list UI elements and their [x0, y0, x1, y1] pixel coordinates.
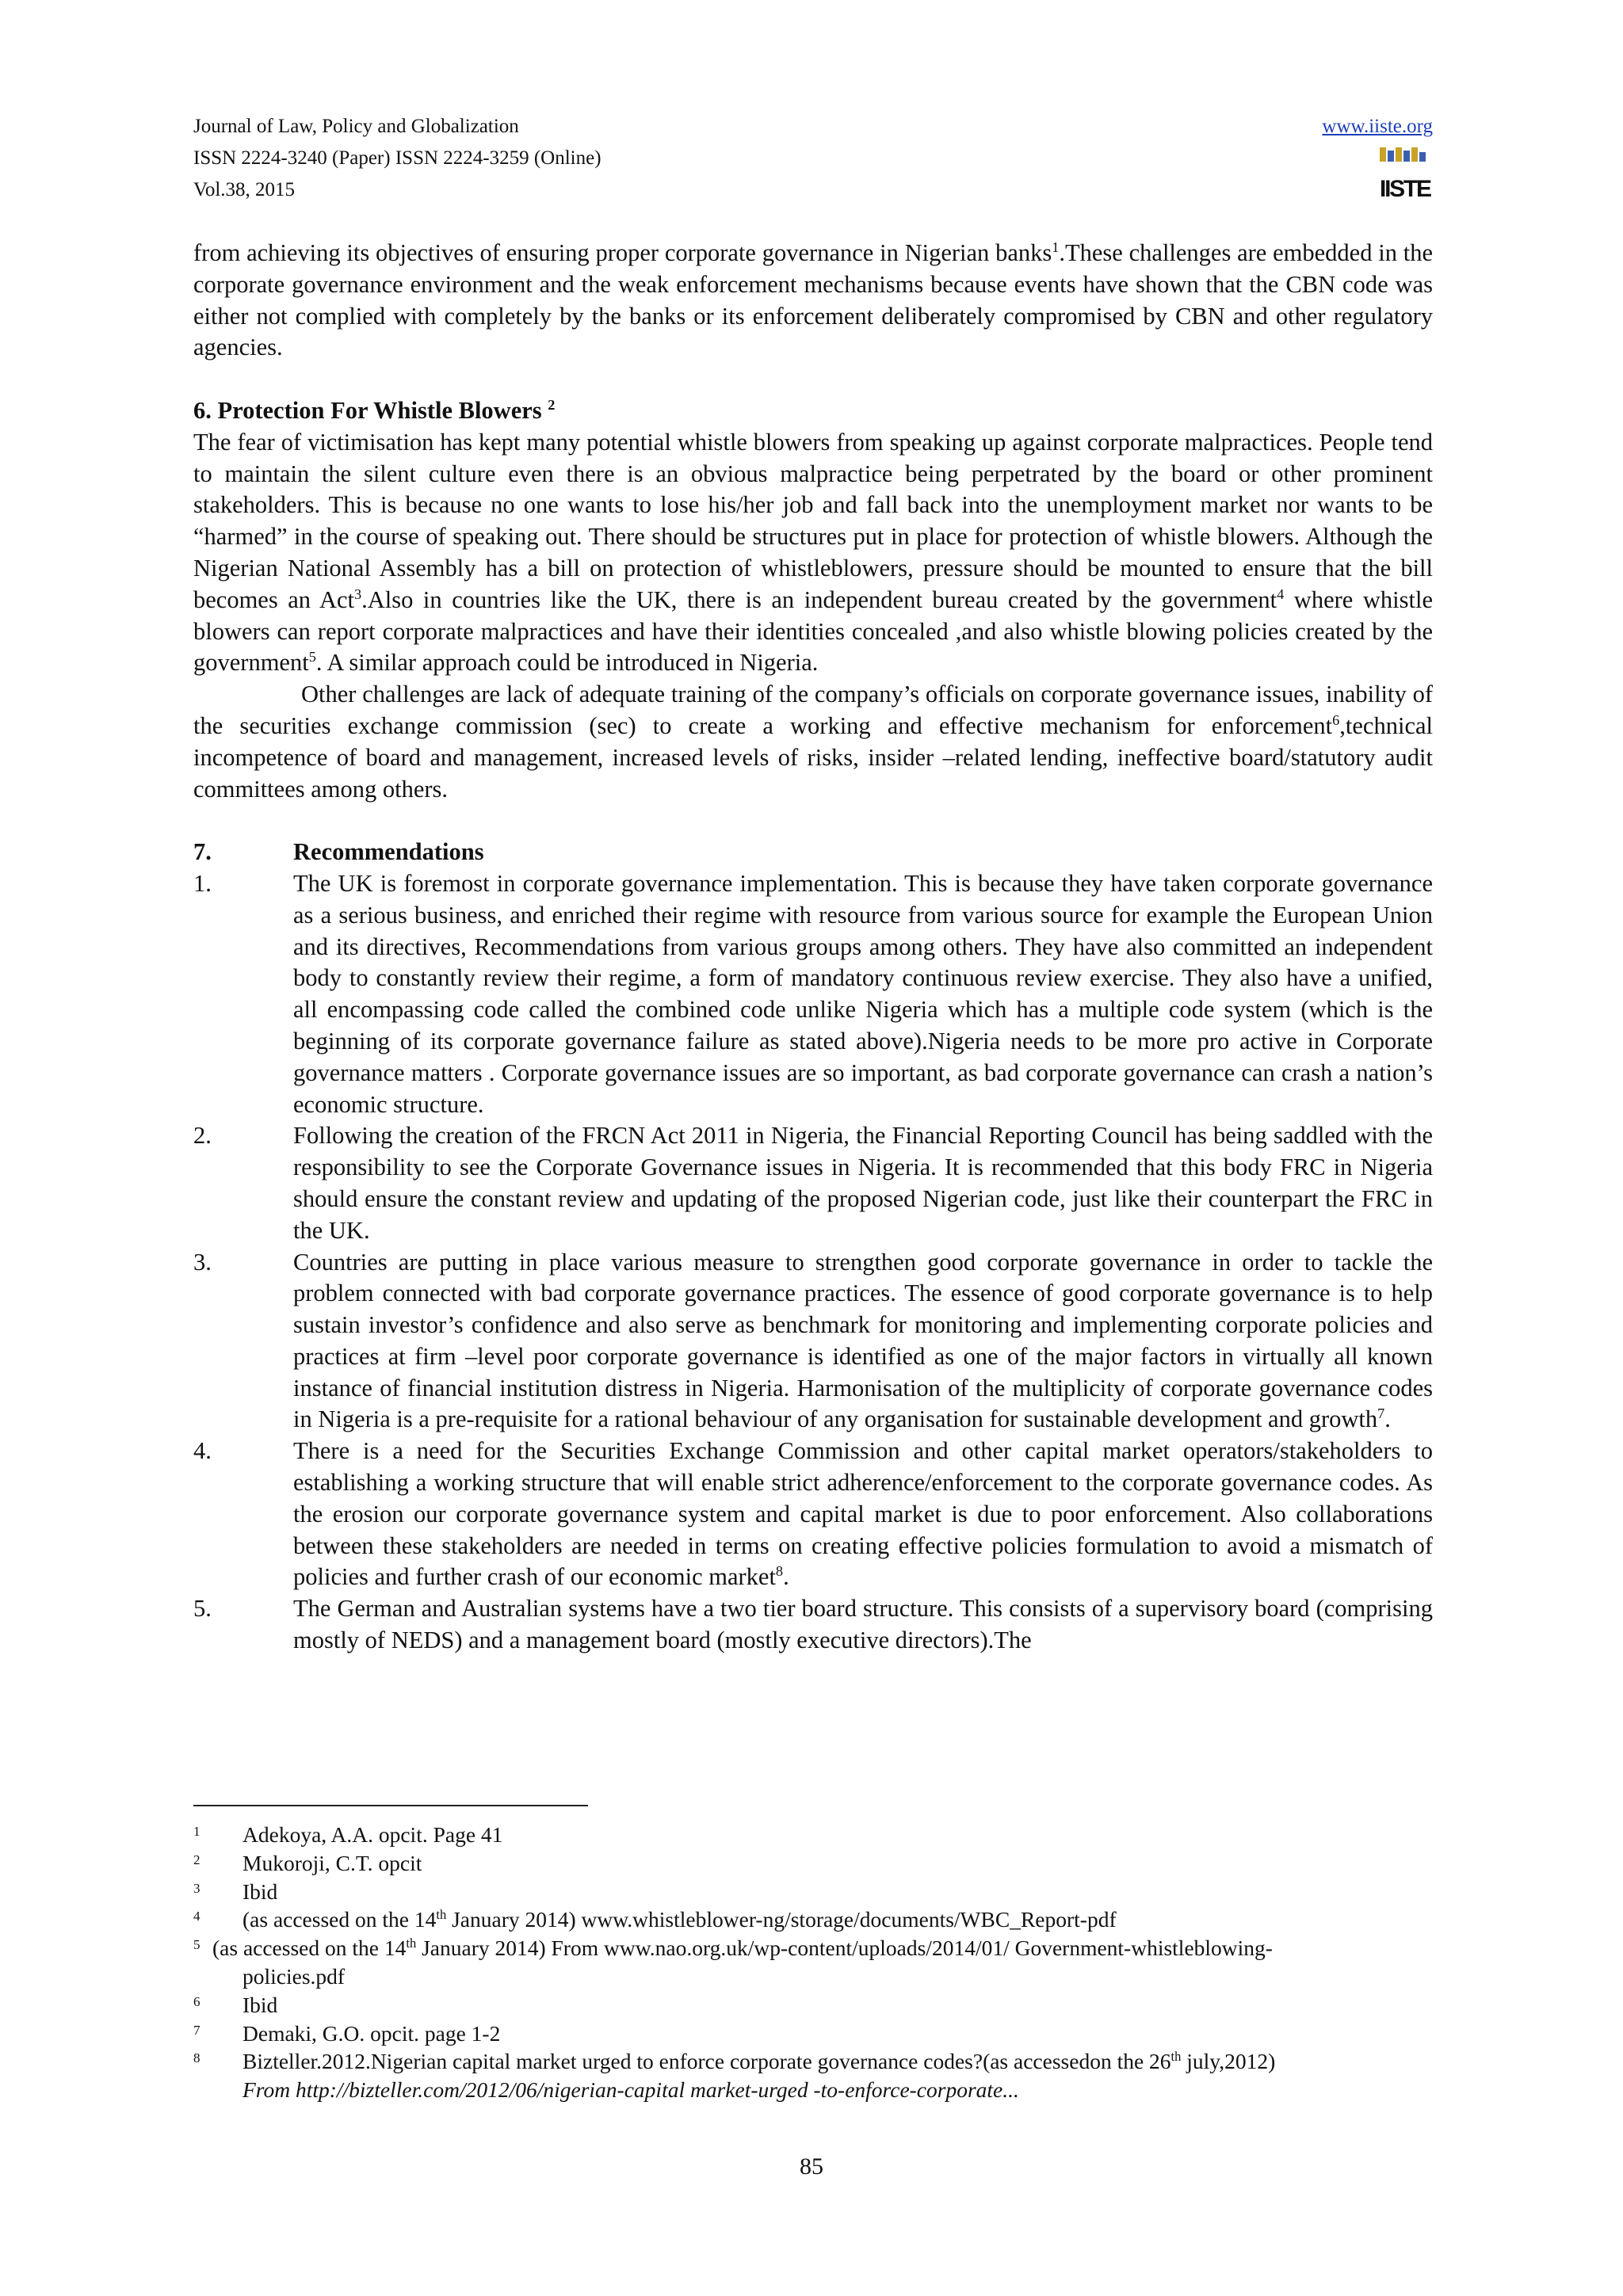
section-6-heading: 6. Protection For Whistle Blowers $^2$ [193, 396, 556, 424]
footnote-separator [193, 1805, 588, 1806]
footnote-3: 3 Ibid [193, 1878, 278, 1904]
footnote-5: 5 (as accessed on the 14th January 2014) From www.nao.org.uk/wp-content/uploads/2014/01/ Government-whistleblowing- policies.pdf [193, 1936, 1273, 1989]
article-body [193, 238, 1433, 1657]
journal-url-link[interactable]: www.iiste.org [1322, 116, 1433, 137]
section-6-paragraph-2: Other challenges are lack of adequate training of the company’s officials on corporate governance issues, inability of the securities exchange commission (sec) to create a working and effective mechanism for enforcement$^6$,technical incompetence of board and management, increased levels of risks, insider –related lending, ineffective board/statutory audit committees among others. [193, 681, 1433, 803]
iiste-logo [1379, 146, 1433, 203]
recommendation-item: 3. Countries are putting in place various measure to strengthen good corporate governance in order to tackle the problem connected with bad corporate governance practices. The essence of good corporate governance is to help sustain investor’s confidence and also serve as benchmark for monitoring and implementing corporate policies and practices at firm –level poor corporate governance is identified as one of the major factors in virtually all known instance of financial institution distress in Nigeria. Harmonisation of the multiplicity of corporate governance codes in Nigeria is a pre-requisite for a rational behaviour of any organisation for sustainable development and growth$^7$. [193, 1248, 1433, 1433]
journal-volume: Vol.38, 2015 [193, 179, 296, 200]
footnote-4: 4 (as accessed on the 14th January 2014) www.whistleblower-ng/storage/documents/WBC_Report-pdf [193, 1907, 1117, 1932]
recommendation-item: 1. The UK is foremost in corporate governance implementation. This is because they have taken corporate governance as a serious business, and enriched their regime with resource from various source for example the European Union and its directives, Recommendations from various groups among others. They have also committed an independent body to constantly review their regime, a form of mandatory continuous review exercise. They also have a unified, all encompassing code called the combined code unlike Nigeria which has a multiple code system (which is the beginning of its corporate governance failure as stated above).Nigeria needs to be more pro active in Corporate governance matters . Corporate governance issues are so important, as bad corporate governance can crash a nation’s economic structure. [193, 869, 1433, 1118]
journal-header [193, 111, 601, 206]
recommendation-item: 2. Following the creation of the FRCN Act 2011 in Nigeria, the Financial Reporting Council has being saddled with the responsibility to see the Corporate Governance issues in Nigeria. It is recommended that this body FRC in Nigeria should ensure the constant review and updating of the proposed Nigerian code, just like their counterpart the FRC in the UK. [193, 1122, 1433, 1244]
footnote-2: 2 Mukoroji, C.T. opcit [193, 1850, 422, 1875]
intro-paragraph: from achieving its objectives of ensuring proper corporate governance in Nigerian banks$^1$.These challenges are embedded in the corporate governance environment and the weak enforcement mechanisms because events have shown that the CBN code was either not complied with completely by the banks or its enforcement deliberately compromised by CBN and other regulatory agencies. [193, 238, 1434, 361]
footnote-1: 1 Adekoya, A.A. opcit. Page 41 [193, 1822, 503, 1847]
recommendation-item: 4. There is a need for the Securities Exchange Commission and other capital market operators/stakeholders to establishing a working structure that will enable strict adherence/enforcement to the corporate governance codes. As the erosion our corporate governance system and capital market is due to poor enforcement. Also collaborations between these stakeholders are needed in terms on creating effective policies formulation to avoid a mismatch of policies and further crash of our economic market$^8$. [193, 1437, 1433, 1591]
logo-text: IISTE [1380, 176, 1432, 202]
footnote-6: 6 Ibid [193, 1992, 278, 2017]
footnote-8: 8 Bizteller.2012.Nigerian capital market urged to enforce corporate governance codes?(as accessedon the 26th july,2012) From http://bizteller.com/2012/06/nigerian-capital market-urged -to-enforce-corporate... [193, 2049, 1276, 2103]
section-6-paragraph-1: The fear of victimisation has kept many potential whistle blowers from speaking up against corporate malpractices. People tend to maintain the silent culture even there is an obvious malpractice being perpetrated by the board or other prominent stakeholders. This is because no one wants to lose his/her job and fall back into the unemployment market nor wants to be “harmed” in the course of speaking out. There should be structures put in place for protection of whistle blowers. Although the Nigerian National Assembly has a bill on protection of whistleblowers, pressure should be mounted to ensure that the bill becomes an Act$^3$.Also in countries like the UK, there is an independent bureau created by the government$^4$ where whistle blowers can report corporate malpractices and have their identities concealed ,and also whistle blowing policies created by the government$^5$. A similar approach could be introduced in Nigeria. [193, 428, 1433, 677]
footnote-7: 7 Demaki, G.O. opcit. page 1-2 [193, 2020, 501, 2046]
recommendation-item: 5. The German and Australian systems have a two tier board structure. This consists of a supervisory board (comprising mostly of NEDS) and a management board (mostly executive directors).The [193, 1595, 1433, 1654]
journal-title: Journal of Law, Policy and Globalization [193, 116, 519, 137]
section-7-heading: 7. Recommendations [193, 838, 484, 866]
journal-issn: ISSN 2224-3240 (Paper) ISSN 2224-3259 (Online) [193, 147, 601, 169]
footnotes [193, 1821, 1433, 2104]
page-number: 85 [800, 2153, 823, 2180]
